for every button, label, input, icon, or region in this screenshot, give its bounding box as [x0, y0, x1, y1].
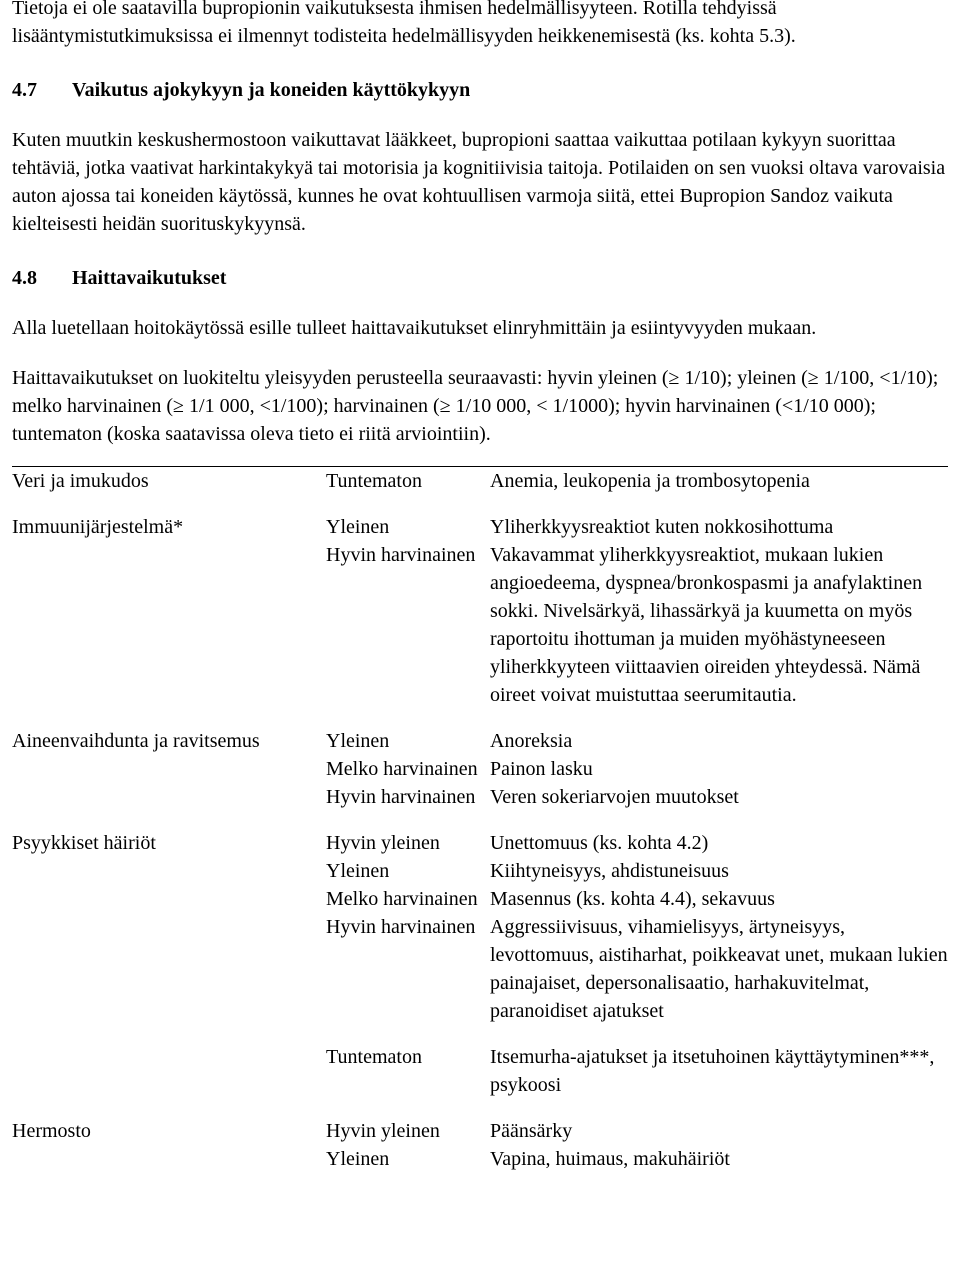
organ-class-cell	[12, 541, 326, 709]
frequency-cell: Melko harvinainen	[326, 758, 478, 780]
effect-cell: Vakavammat yliherkkyysreaktiot, mukaan lukien angioedeema, dyspnea/bronkospasmi ja anafylaktinen sokki. Nivelsärkyä, lihassärkyä ja kuumetta on myös raportoitu ihottuman ja muiden myöhästyneeseen yliherkkyyteen viittaavien oireiden yhteydessä. Nämä oireet voivat muistuttaa seerumitautia.	[490, 544, 923, 706]
frequency-cell: Hyvin yleinen	[326, 832, 440, 854]
frequency-cell: Yleinen	[326, 516, 390, 538]
organ-class-cell	[12, 857, 326, 885]
frequency-cell: Hyvin yleinen	[326, 1120, 440, 1142]
effect-cell: Vapina, huimaus, makuhäiriöt	[490, 1148, 730, 1170]
organ-class-cell	[12, 783, 326, 811]
section-number: 4.7	[12, 79, 37, 101]
table-row	[12, 541, 948, 709]
table-row	[12, 783, 948, 811]
organ-class-cell	[12, 1145, 326, 1173]
organ-class-cell: Aineenvaihdunta ja ravitsemus	[12, 730, 260, 752]
effect-cell: Yliherkkyysreaktiot kuten nokkosihottuma	[490, 516, 834, 538]
effect-cell: Unettomuus (ks. kohta 4.2)	[490, 832, 709, 854]
effect-cell: Veren sokeriarvojen muutokset	[490, 786, 739, 808]
organ-class-cell	[12, 755, 326, 783]
effect-cell: Anemia, leukopenia ja trombosytopenia	[490, 467, 948, 496]
table-row	[12, 467, 948, 496]
organ-class-cell: Veri ja imukudos	[12, 467, 326, 496]
table-row	[12, 755, 948, 783]
organ-class-cell: Immuunijärjestelmä*	[12, 516, 184, 538]
frequency-cell: Yleinen	[326, 1148, 390, 1170]
table-row	[12, 885, 948, 913]
section-heading-4-7	[12, 76, 948, 104]
intro-paragraph: Tietoja ei ole saatavilla bupropionin vaikutuksesta ihmisen hedelmällisyyteen. Rotilla tehdyissä lisääntymistutkimuksissa ei ilmennyt todisteita hedelmällisyyden heikkenemisestä (ks. kohta 5.3).	[12, 0, 796, 47]
frequency-cell: Yleinen	[326, 860, 390, 882]
table-row	[12, 913, 948, 1025]
table-row	[12, 811, 948, 857]
table-row	[12, 1145, 948, 1173]
section-title: Haittavaikutukset	[72, 267, 227, 289]
organ-class-cell	[12, 885, 326, 913]
section-heading-4-8	[12, 264, 948, 292]
frequency-cell: Hyvin harvinainen	[326, 916, 476, 938]
organ-class-cell	[12, 1025, 326, 1099]
effect-cell: Kiihtyneisyys, ahdistuneisuus	[490, 860, 729, 882]
table-row	[12, 1099, 948, 1145]
frequency-cell: Tuntematon	[326, 467, 490, 496]
section-4-7-paragraph: Kuten muutkin keskushermostoon vaikuttavat lääkkeet, bupropioni saattaa vaikuttaa potilaan kykyyn suorittaa tehtäviä, jotka vaativat harkintakykyä tai motorisia ja kognitiivisia taitoja. Potilaiden on sen vuoksi oltava varovaisia auton ajossa tai koneiden käytössä, kunnes he ovat kohtuullisen varmoja siitä, ettei Bupropion Sandoz vaikuta kielteisesti heidän suorituskykyynsä.	[12, 129, 946, 235]
organ-class-cell: Psyykkiset häiriöt	[12, 832, 156, 854]
document-page	[12, 0, 948, 1173]
effect-cell: Aggressiivisuus, vihamielisyys, ärtyneisyys, levottomuus, aistiharhat, poikkeavat unet, mukaan lukien painajaiset, depersonalisaatio, harhakuvitelmat, paranoidiset ajatukset	[490, 916, 948, 1022]
effect-cell: Painon lasku	[490, 758, 593, 780]
frequency-cell: Hyvin harvinainen	[326, 544, 476, 566]
organ-class-cell: Hermosto	[12, 1120, 91, 1142]
frequency-cell: Yleinen	[326, 730, 390, 752]
section-4-8-paragraph-2: Haittavaikutukset on luokiteltu yleisyyden perusteella seuraavasti: hyvin yleinen (≥ 1/10); yleinen (≥ 1/100, <1/10); melko harvinainen (≥ 1/1 000, <1/100); harvinainen (≥ 1/10 000, < 1/1000); hyvin harvinainen (<1/10 000); tuntematon (koska saatavissa oleva tieto ei riitä arviointiin).	[12, 367, 939, 445]
table-row	[12, 1025, 948, 1099]
effect-cell: Itsemurha-ajatukset ja itsetuhoinen käyttäytyminen***, psykoosi	[490, 1046, 935, 1096]
adverse-effects-table	[12, 466, 948, 1173]
section-title: Vaikutus ajokykyyn ja koneiden käyttökykyyn	[72, 79, 471, 101]
section-4-8-paragraph-1: Alla luetellaan hoitokäytössä esille tulleet haittavaikutukset elinryhmittäin ja esiintyvyyden mukaan.	[12, 317, 817, 339]
effect-cell: Päänsärky	[490, 1120, 573, 1142]
organ-class-cell	[12, 913, 326, 1025]
table-row	[12, 709, 948, 755]
table-row	[12, 857, 948, 885]
effect-cell: Anoreksia	[490, 730, 573, 752]
section-number: 4.8	[12, 267, 37, 289]
frequency-cell: Hyvin harvinainen	[326, 786, 476, 808]
effect-cell: Masennus (ks. kohta 4.4), sekavuus	[490, 888, 775, 910]
frequency-cell: Melko harvinainen	[326, 888, 478, 910]
frequency-cell: Tuntematon	[326, 1046, 422, 1068]
table-row	[12, 495, 948, 541]
